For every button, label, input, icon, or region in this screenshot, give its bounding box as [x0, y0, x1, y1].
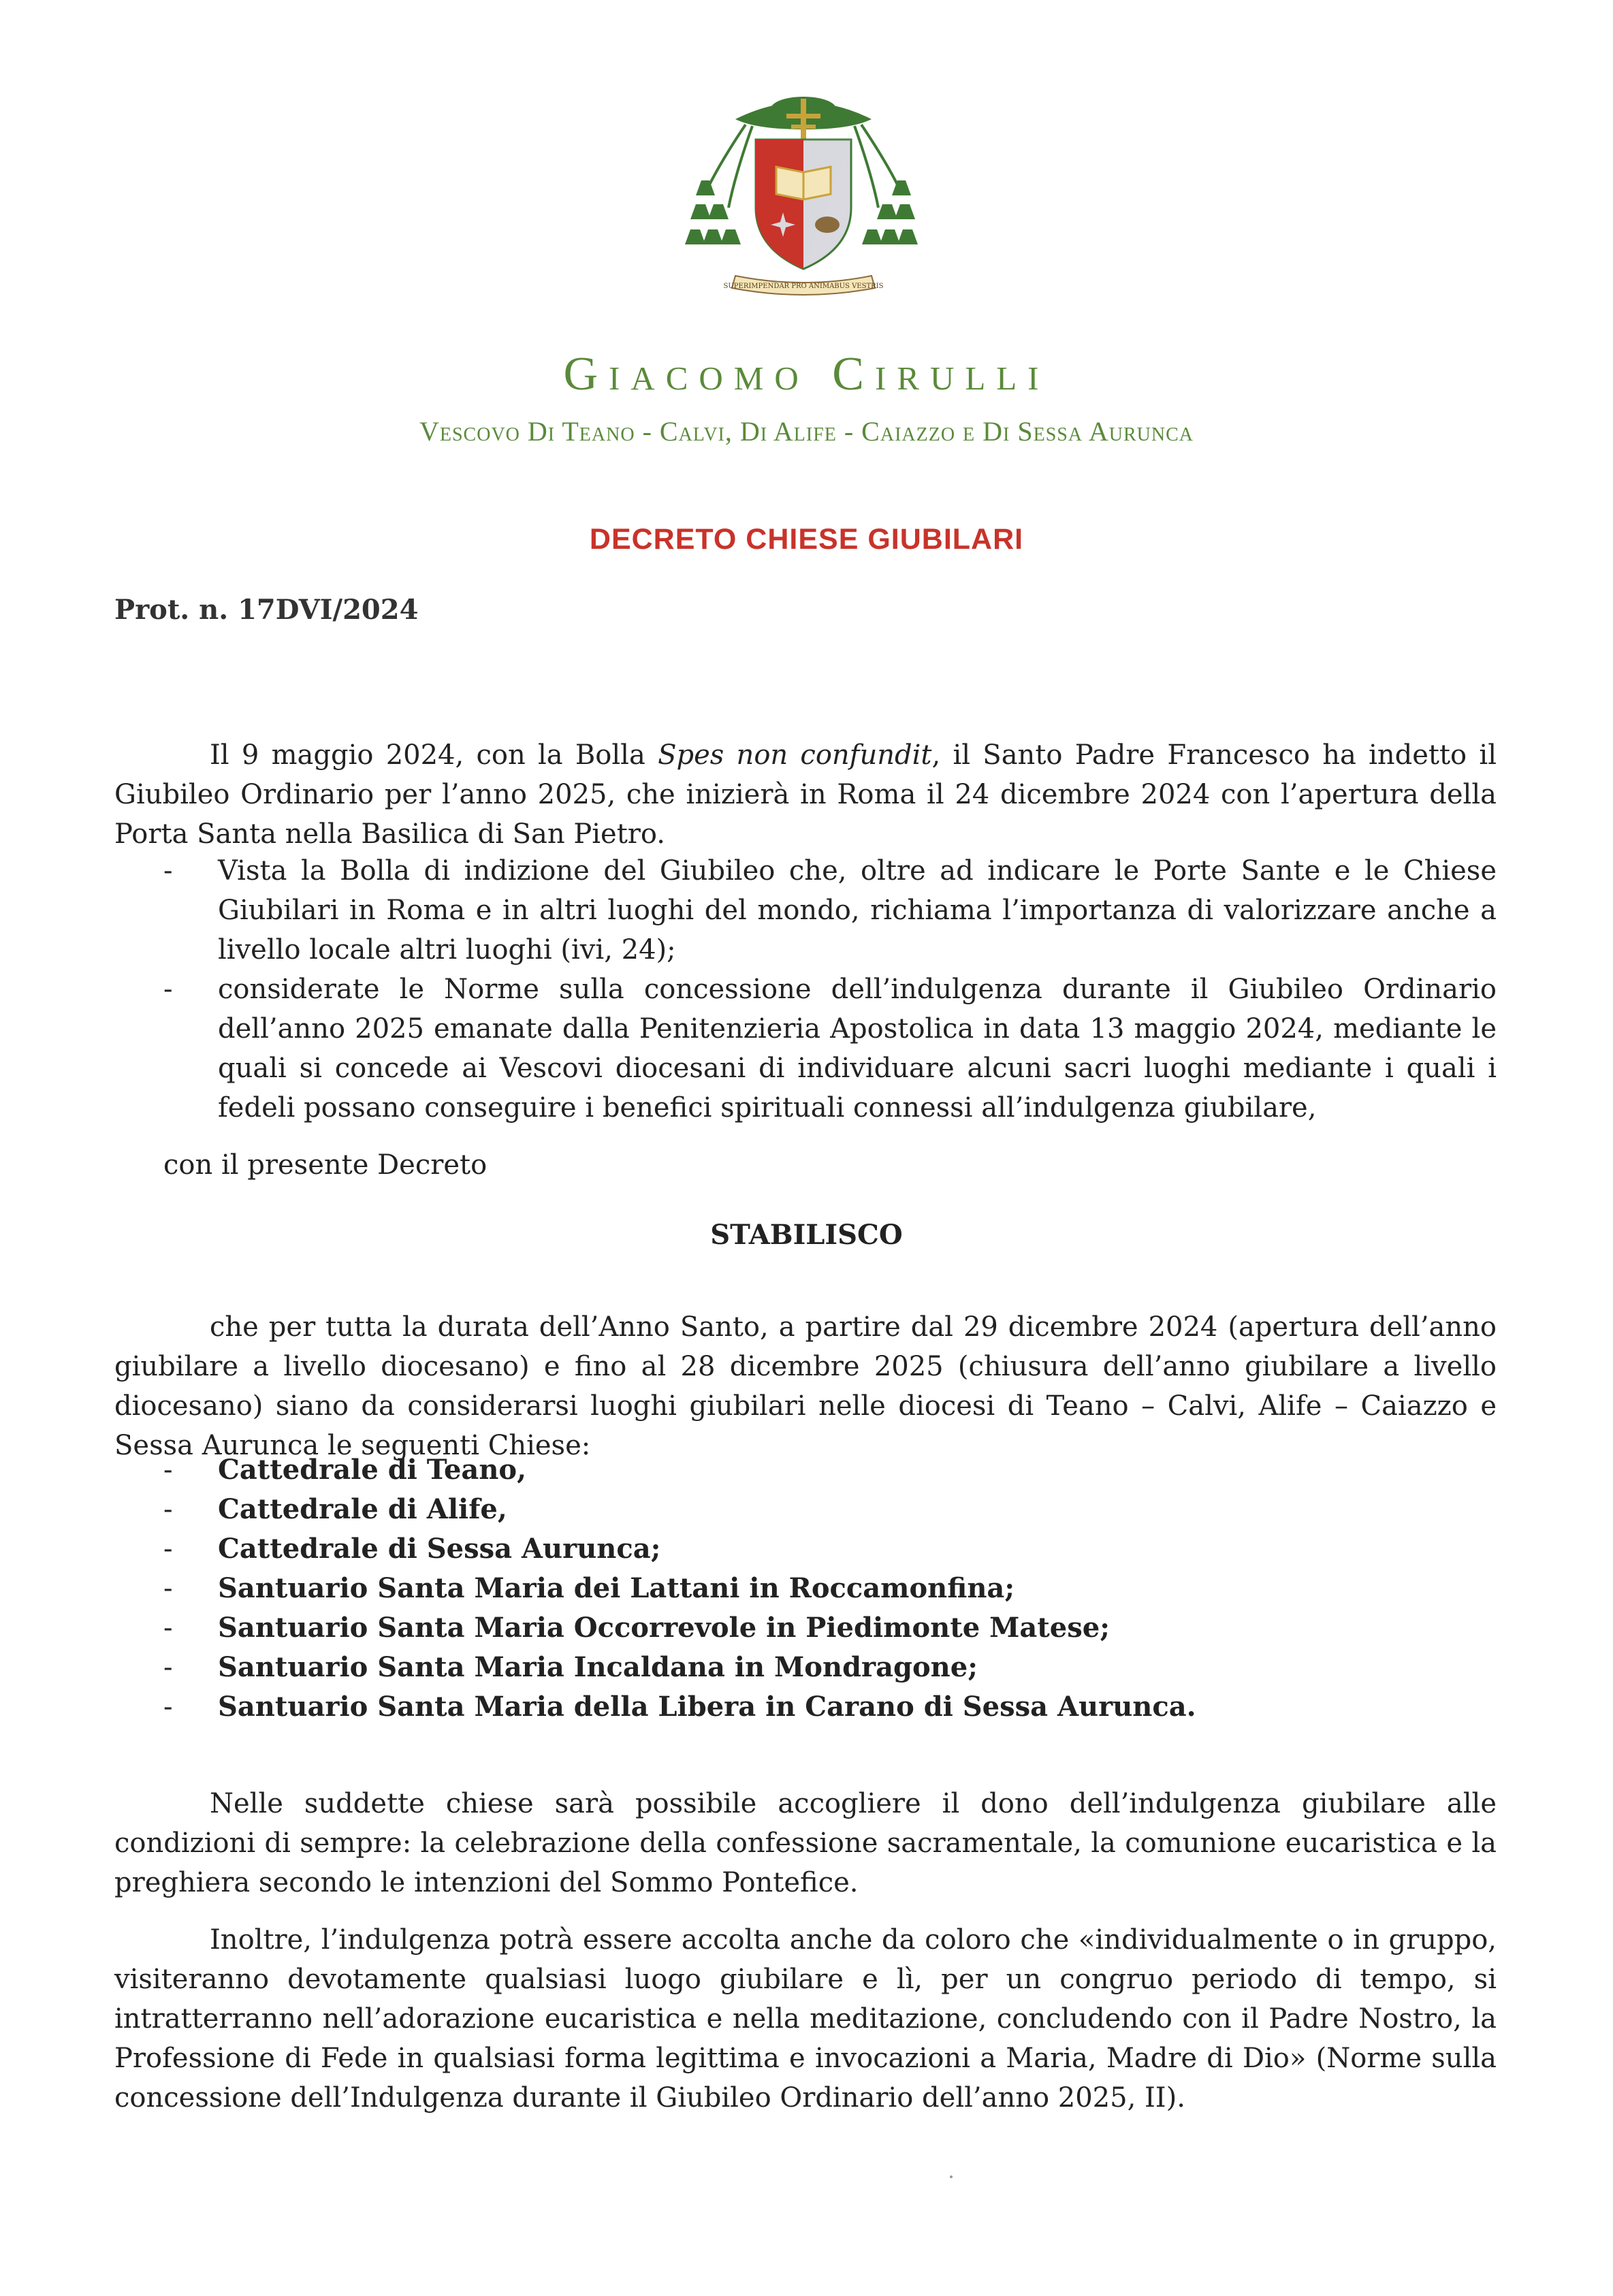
che-paragraph: che per tutta la durata dell’Anno Santo, a partire dal 29 dicembre 2024 (apertura dell’anno giubilare a livello diocesano) e fino al 28 dicembre 2025 (chiusura dell’anno giubilare a livello diocesano) siano da considerarsi luoghi giubilari nelle diocesi di Teano – Calvi, Alife – Caiazzo e Sessa Aurunca le seguenti Chiese:: [114, 1311, 1497, 1461]
decree-title: DECRETO CHIESE GIUBILARI: [589, 523, 1024, 556]
episcopal-coat-of-arms: [681, 71, 926, 310]
list-item: - Vista la Bolla di indizione del Giubileo che, oltre ad indicare le Porte Sante e le Chiese Giubilari in Roma e in altri luoghi del mondo, richiama l’importanza di valorizzare anche a livello locale altri luoghi (ivi, 24);: [163, 855, 1497, 966]
list-item: - Santuario Santa Maria Incaldana in Mondragone;: [163, 1651, 978, 1683]
presente-decreto: con il presente Decreto: [163, 1149, 488, 1181]
list-item: - Cattedrale di Alife,: [163, 1493, 507, 1525]
list-item: - Cattedrale di Sessa Aurunca;: [163, 1533, 661, 1565]
list-item: - Santuario Santa Maria dei Lattani in Roccamonfina;: [163, 1572, 1015, 1604]
considerations-list: [163, 851, 1497, 1128]
bishop-title: Vescovo Di Teano - Calvi, Di Alife - Caiazzo e Di Sessa Aurunca: [419, 416, 1194, 447]
scan-mark: [950, 2175, 953, 2178]
stabilisco-heading: STABILISCO: [710, 1219, 903, 1251]
list-item: - Santuario Santa Maria Occorrevole in Piedimonte Matese;: [163, 1612, 1110, 1644]
protocol-number: Prot. n. 17DVI/2024: [114, 594, 419, 626]
bishop-name: Giacomo Cirulli: [563, 348, 1050, 400]
list-item: - Santuario Santa Maria della Libera in Carano di Sessa Aurunca.: [163, 1691, 1196, 1723]
conditions-paragraph: Nelle suddette chiese sarà possibile accogliere il dono dell’indulgenza giubilare alle condizioni di sempre: la celebrazione della confessione sacramentale, la comunione eucaristica e la preghiera secondo le intenzioni del Sommo Pontefice.: [114, 1788, 1497, 1898]
indulgence-paragraph: Inoltre, l’indulgenza potrà essere accolta anche da coloro che «individualmente o in gruppo, visiteranno devotamente qualsiasi luogo giubilare e lì, per un congruo periodo di tempo, si intratterranno nell’adorazione eucaristica e nella meditazione, concludendo con il Padre Nostro, la Professione di Fede in qualsiasi forma legittima e invocazioni a Maria, Madre di Dio» (Norme sulla concessione dell’Indulgenza durante il Giubileo Ordinario dell’anno 2025, II).: [114, 1924, 1497, 2114]
bull-title: Spes non confundit: [658, 739, 932, 771]
list-item: - Cattedrale di Teano,: [163, 1454, 527, 1486]
crest-motto: SUPERIMPENDAR PRO ANIMABUS VESTRIS: [723, 283, 884, 290]
list-item: - considerate le Norme sulla concessione dell’indulgenza durante il Giubileo Ordinario dell’anno 2025 emanate dalla Penitenzieria Apostolica in data 13 maggio 2024, mediante le quali si concede ai Vescovi diocesani di individuare alcuni sacri luoghi mediante i quali i fedeli possano conseguire i benefici spirituali connessi all’indulgenza giubilare,: [163, 974, 1497, 1123]
jubilee-churches-list: [163, 1450, 1196, 1727]
intro-paragraph: Il 9 maggio 2024, con la Bolla Spes non confundit, il Santo Padre Francesco ha indetto il Giubileo Ordinario per l’anno 2025, che inizierà in Roma il 24 dicembre 2024 con l’apertura della Porta Santa nella Basilica di San Pietro.: [114, 739, 1497, 850]
